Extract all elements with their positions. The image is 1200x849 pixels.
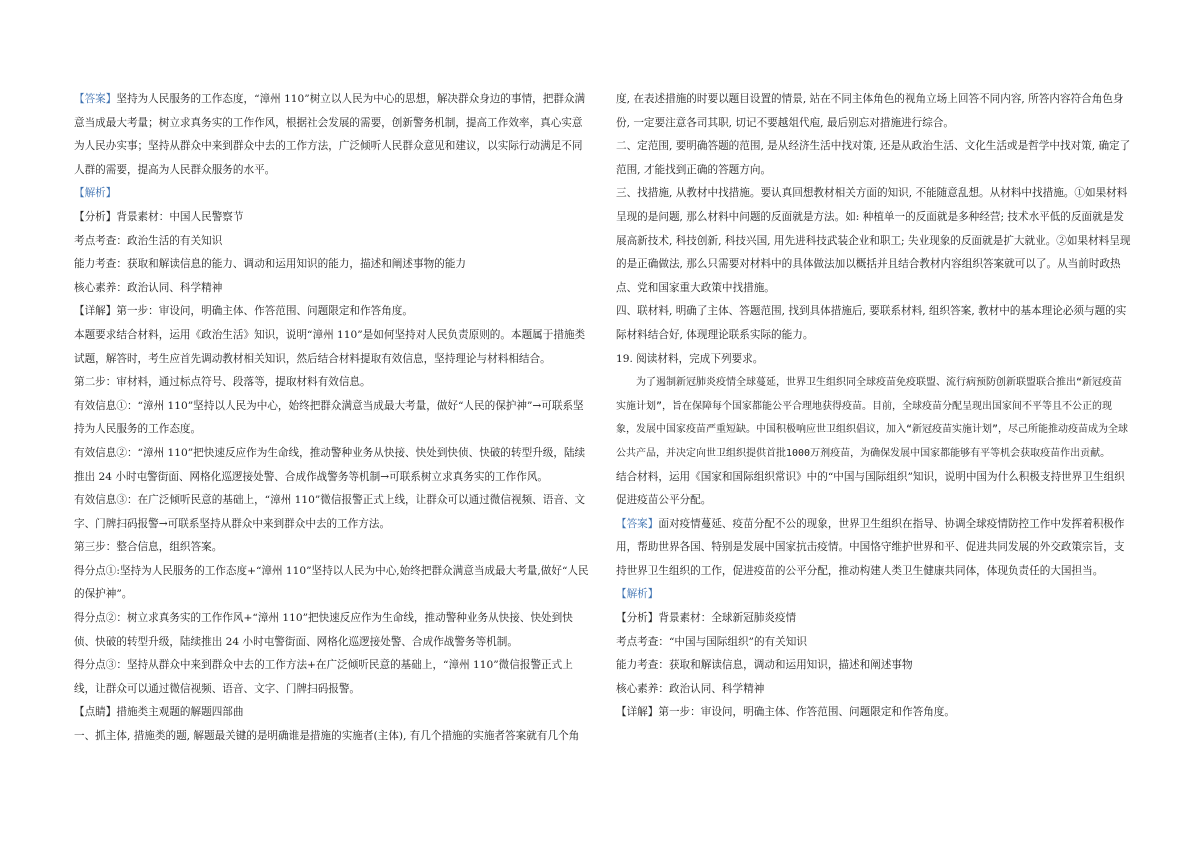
info3-paragraph: 有效信息③：在广泛倾听民意的基础上，“漳州 110”微信报警正式上线，让群众可以通过微信视频、语音、文字、门牌扫码报警→可联系坚持从群众中来到群众中去的工作方法。 bbox=[74, 494, 586, 530]
tip1-continued: 度, 在表述措施的时要以题目设置的情景, 站在不同主体角色的视角立场上回答不同内容, 所答内容符合角色身份, 一定要注意各司其职, 切记不要越俎代庖, 最后别忘对措施进行综合。 bbox=[616, 93, 1124, 129]
score2-paragraph: 得分点②：树立求真务实的工作作风+“漳州 110”把快速反应作为生命线，推动警种业务从快接、快处到快侦、快破的转型升级，陆续推出 24 小时屯警街面、网格化巡逻接处警、合成作战警务等机制。 bbox=[74, 612, 573, 648]
literacy-line-19: 核心素养：政治认同、科学精神 bbox=[616, 682, 765, 695]
detail-step1: 【详解】第一步：审设问，明确主体、作答范围、问题限定和作答角度。 bbox=[74, 305, 413, 318]
analysis-tag: 【解析】 bbox=[74, 187, 117, 200]
answer-text-19: 面对疫情蔓延、疫苗分配不公的现象，世界卫生组织在指导、协调全球疫情防控工作中发挥着积极作用，帮助世界各国、特别是发展中国家抗击疫情。中国恪守维护世界和平、促进共同发展的外交政策宗旨，支持世界卫生组织的工作，促进疫苗的公平分配，推动构建人类卫生健康共同体，体现负责任的大国担当。 bbox=[616, 517, 1125, 577]
analysis-line: 【分析】背景素材：中国人民警察节 bbox=[74, 210, 244, 223]
tip2-paragraph: 二、定范围, 要明确答题的范围, 是从经济生活中找对策, 还是从政治生活、文化生活或是哲学中找对策, 确定了范围, 才能找到正确的答题方向。 bbox=[616, 140, 1131, 176]
answer-paragraph-19 bbox=[616, 513, 1132, 584]
knowledge-line-19: 考点考查：“中国与国际组织”的有关知识 bbox=[616, 635, 807, 648]
tip3-paragraph: 三、找措施, 从教材中找措施。要认真回想教材相关方面的知识, 不能随意乱想。从材料中找措施。①如果材料呈现的是问题, 那么材料中问题的反面就是方法。如: 种植单一的反面就是多种经营; 技术水平低的反面就是发展高新技术, 科技创新, 科技兴国, 用先进科技武装企业和职工; 失业现象的反面就是扩大就业。②如果材料呈现的是正确做法, 那么只需要对材料中的具体做法加以概括并且结合教材内容组织答案就可以了。从当前时政热点、党和国家重大政策中找措施。 bbox=[616, 187, 1131, 294]
info1-paragraph: 有效信息①：“漳州 110”坚持以人民为中心，始终把群众满意当成最大考量，做好“人民的保护神”→可联系坚持为人民服务的工作态度。 bbox=[74, 399, 584, 436]
ability-line-19: 能力考查：获取和解读信息，调动和运用知识，描述和阐述事物 bbox=[616, 659, 913, 672]
answer-tag-19: 【答案】 bbox=[616, 517, 659, 530]
step2-line: 第二步：审材料，通过标点符号、段落等，提取材料有效信息。 bbox=[74, 376, 371, 389]
literacy-line: 核心素养：政治认同、科学精神 bbox=[74, 281, 223, 294]
score3-paragraph: 得分点③：坚持从群众中来到群众中去的工作方法+在广泛倾听民意的基础上，“漳州 110”微信报警正式上线，让群众可以通过微信视频、语音、文字、门牌扫码报警。 bbox=[74, 659, 573, 695]
material-paragraph: 为了遏制新冠肺炎疫情全球蔓延，世界卫生组织同全球疫苗免疫联盟、流行病预防创新联盟联合推出“新冠疫苗实施计划”，旨在保障每个国家都能公平合理地获得疫苗。目前，全球疫苗分配呈现出国家间不平等且不公正的现象，发展中国家疫苗严重短缺。中国积极响应世卫组织倡议，加入“新冠疫苗实施计划”，尽己所能推动疫苗成为全球公共产品，并决定向世卫组织提供首批1000万剂疫苗，为确保发展中国家都能够有平等机会获取疫苗作出贡献。 bbox=[616, 377, 1129, 459]
ability-line: 能力考查：获取和解读信息的能力、调动和运用知识的能力，描述和阐述事物的能力 bbox=[74, 258, 466, 271]
knowledge-line: 考点考查：政治生活的有关知识 bbox=[74, 234, 223, 247]
answer-paragraph bbox=[74, 88, 592, 182]
right-column bbox=[616, 88, 1132, 725]
answer-tag: 【答案】 bbox=[74, 93, 117, 105]
question-19-heading: 19. 阅读材料，完成下列要求。 bbox=[616, 352, 764, 365]
detail-step1-19: 【详解】第一步：审设问，明确主体、作答范围、问题限定和作答角度。 bbox=[616, 706, 955, 719]
tip-heading: 【点睛】措施类主观题的解题四部曲 bbox=[74, 706, 244, 719]
detail-paragraph: 本题要求结合材料，运用《政治生活》知识，说明“漳州 110”是如何坚持对人民负责原则的。本题属于措施类试题，解答时，考生应首先调动教材相关知识，然后结合材料提取有效信息，坚持理论与材料相结合。 bbox=[74, 328, 586, 365]
tip4-paragraph: 四、联材料, 明确了主体、答题范围, 找到具体措施后, 要联系材料, 组织答案, 教材中的基本理论必须与题的实际材料结合好, 体现理论联系实际的能力。 bbox=[616, 305, 1127, 341]
analysis-line-19: 【分析】背景素材：全球新冠肺炎疫情 bbox=[616, 612, 797, 625]
answer-text: 坚持为人民服务的工作态度，“漳州 110”树立以人民为中心的思想，解决群众身边的事情，把群众满意当成最大考量；树立求真务实的工作作风，根据社会发展的需要，创新警务机制，提高工作效率，真心实意为人民办实事；坚持从群众中来到群众中去的工作方法，广泛倾听人民群众意见和建议，以实际行动满足不同人群的需要，提高为人民群众服务的水平。 bbox=[74, 93, 586, 176]
score1-paragraph: 得分点①:坚持为人民服务的工作态度+“漳州 110”坚持以人民为中心,始终把群众满意当成最大考量,做好“人民的保护神”。 bbox=[74, 564, 589, 601]
info2-paragraph: 有效信息②：“漳州 110”把快速反应作为生命线，推动警种业务从快接、快处到快侦、快破的转型升级，陆续推出 24 小时屯警街面、网格化巡逻接处警、合成作战警务等机制→可联系树立求真务实的工作作风。 bbox=[74, 446, 586, 483]
left-column bbox=[74, 88, 592, 749]
analysis-tag-19: 【解析】 bbox=[616, 588, 659, 601]
tip1-start: 一、抓主体, 措施类的题, 解题最关键的是明确谁是措施的实施者(主体), 有几个措施的实施者答案就有几个角 bbox=[74, 730, 580, 743]
step3-line: 第三步：整合信息，组织答案。 bbox=[74, 541, 223, 554]
question-paragraph: 结合材料，运用《国家和国际组织常识》中的“中国与国际组织”知识，说明中国为什么积极支持世界卫生组织促进疫苗公平分配。 bbox=[616, 470, 1125, 507]
